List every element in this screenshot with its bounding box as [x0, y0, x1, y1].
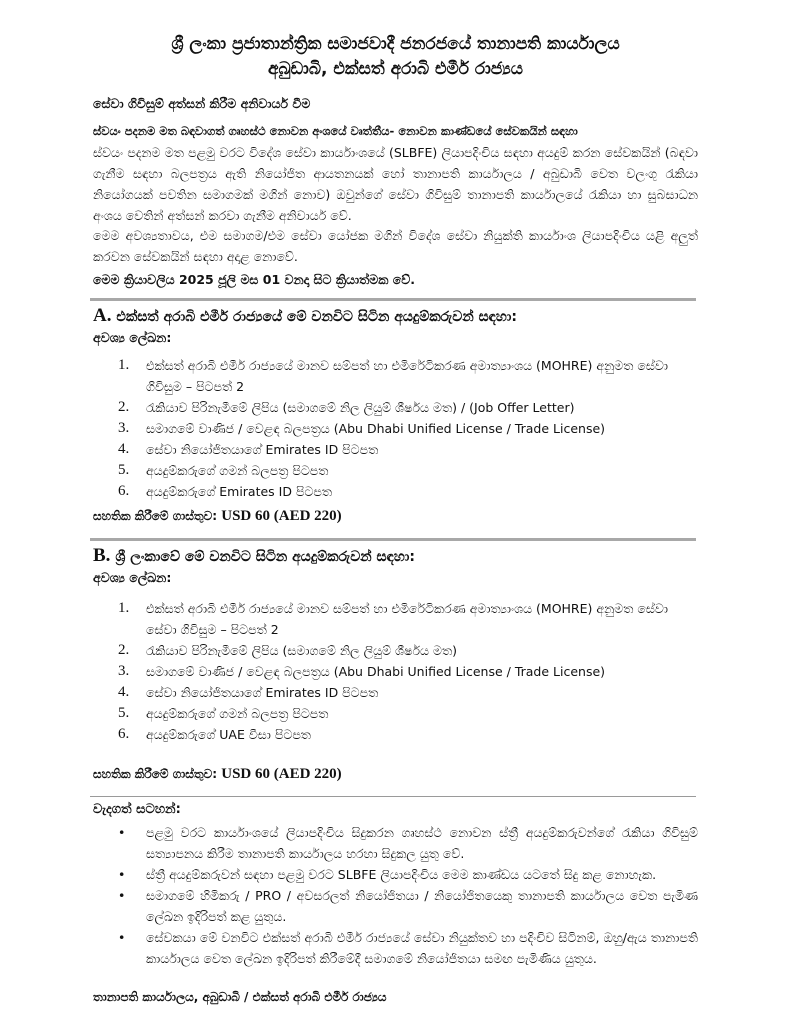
section-divider	[90, 796, 696, 797]
list-item: 6. අයදුම්කරුගේ Emirates ID පිටපත	[118, 483, 333, 499]
notice-heading: සේවා ගිවිසුම් අත්සන් කිරීම අනිවාර්ය වීම	[93, 96, 311, 111]
bullet-icon: •	[118, 888, 126, 903]
notice-paragraph-2: මෙම අවශ්‍යතාවය, එම සමාගම/එම සේවා යෝජක මගින් විදේශ සේවා නියුක්ති කාර්යාංශ ලියාපදිංචිය යළි අලුත් කරවන සේවකයින් සඳහා අදාළ නොවේ.	[93, 228, 698, 264]
document-title-line2: අබුඩාබි, එක්සත් අරාබි එමීර් රාජ්‍යය	[268, 59, 523, 79]
list-item: 2. රැකියාව පිරිනැමීමේ ලිපිය (සමාගමේ නිල ලියුම් ශීර්ෂය මත) / (Job Offer Letter)	[118, 399, 575, 415]
section-a-docs-label: අවශ්‍ය ලේඛන:	[93, 330, 172, 345]
bullet-icon: •	[118, 930, 126, 945]
list-item: 2. රැකියාව පිරිනැමීමේ ලිපිය (සමාගමේ නිල ලියුම් ශීර්ෂය මත)	[118, 642, 457, 658]
fee-amount: USD 60 (AED 220)	[221, 508, 342, 524]
notice-paragraph-1: ස්වයං පදනම මත පළමු වරට විදේශ සේවා කාර්යාංශයේ (SLBFE) ලියාපදිංචිය සඳහා අයදුම් කරන සේවකයින් (බඳවා ගැනීම සඳහා බලපත්‍රය ඇති නියෝජිත ආයතනයක් හෝ තානාපති කාර්යාලය / අබුඩාබි වෙත වලංගු රැකියා නියෝගයක් පවතින සමාගමක් මගින් නොව) ඔවුන්ගේ සේවා ගිවිසුම් තානාපති කාර්යාලයේ රැකියා හා සුබසාධන අංශය වෙතින් අත්සන් කරවා ගැනීම අනිවාර්ය වේ.	[93, 145, 698, 223]
list-item: 6. අයදුම්කරුගේ UAE වීසා පිටපත	[118, 726, 311, 742]
note-item: • සමාගමේ හිමිකරු / PRO / අවසරලත් නියෝජිතයා / නියෝජිතයෙකු තානාපති කාර්යාලය වෙත පැමිණ ලේඛන ඉදිරිපත් කළ යුතුය.	[118, 885, 698, 927]
bullet-icon: •	[118, 825, 126, 840]
notes-heading: වැදගත් සටහන්:	[93, 802, 181, 817]
section-b-title	[93, 545, 415, 567]
note-item: • සේවකයා මේ වනවිට එක්සත් අරාබි එමීර් රාජ්‍යයේ සේවා නියුක්තව හා පදිංචිව සිටිනම්, ඔහු/ඇය තානාපති කාර්යාලය වෙත ලේඛන ඉදිරිපත් කිරීමේදී සමාගමේ නියෝජිතයා සමඟ පැමිණිය යුතුය.	[118, 927, 698, 969]
list-item: 3. සමාගමේ වාණිජ / වෙළඳ බලපත්‍රය (Abu Dhabi Unified License / Trade License)	[118, 420, 606, 436]
section-a-fee	[93, 508, 342, 525]
section-divider	[90, 538, 696, 541]
notes-list	[118, 822, 698, 969]
list-item: 5. අයදුම්කරුගේ ගමන් බලපත්‍ර පිටපත	[118, 705, 329, 721]
document-title-line1: ශ්‍රී ලංකා ප්‍රජාතාන්ත්‍රික සමාජවාදී ජනරජයේ තානාපති කාර්යාලය	[171, 34, 620, 54]
list-item: 4. සේවා නියෝජිතයාගේ Emirates ID පිටපත	[118, 441, 379, 457]
section-a-documents-list	[118, 355, 698, 502]
section-divider	[90, 298, 696, 301]
effective-date: මෙම ක්‍රියාවලිය 2025 ජූලි මස 01 වනදා සිට ක්‍රියාත්මක වේ.	[93, 272, 416, 287]
fee-amount: USD 60 (AED 220)	[221, 766, 342, 782]
list-item: 1. එක්සත් අරාබි එමීර් රාජ්‍යයේ මානව සම්පත් හා එමිරේටිකරණ අමාත්‍යාංශය (MOHRE) අනුමත සේවා සේවා ගිවිසුම – පිටපත් 2	[118, 600, 668, 637]
section-b-heading: ශ්‍රී ලංකාවේ මේ වනවිට සිටින අයදුම්කරුවන් සඳහා:	[115, 549, 415, 565]
fee-label: සහතික කිරීමේ ගාස්තුව:	[93, 767, 218, 781]
list-item: 3. සමාගමේ වාණිජ / වෙළඳ බලපත්‍රය (Abu Dhabi Unified License / Trade License)	[118, 663, 606, 679]
list-item: 1. එක්සත් අරාබි එමීර් රාජ්‍යයේ මානව සම්පත් හා එමිරේටිකරණ අමාත්‍යාංශය (MOHRE) අනුමත සේවා ගිවිසුම – පිටපත් 2	[118, 357, 668, 394]
section-a-title	[93, 305, 517, 327]
footer-signature: තානාපති කාර්යාලය, අබුඩාබි / එක්සත් අරාබි එමීර් රාජ්‍යය	[93, 990, 387, 1004]
section-b-fee	[93, 766, 342, 783]
notice-subheading: ස්වයං පදනම මත බඳවාගත් ගෘහස්ථ නොවන අංශයේ වෘත්තීය- නොවන කාණ්ඩයේ සේවකයින් සඳහා	[93, 124, 578, 138]
note-item: • පළමු වරට කාර්යාංශයේ ලියාපදිංචිය සිදුකරන ගෘහස්ථ නොවන ස්ත්‍රී අයදුම්කරුවන්ගේ රැකියා ගිවිසුම් සත්‍යාපනය කිරීම තානාපති කාර්යාලය හරහා සිදුකල යුතු වේ.	[118, 822, 698, 864]
section-b-letter: B.	[93, 545, 111, 566]
bullet-icon: •	[118, 867, 126, 882]
list-item: 4. සේවා නියෝජිතයාගේ Emirates ID පිටපත	[118, 684, 379, 700]
section-b-docs-label: අවශ්‍ය ලේඛන:	[93, 570, 172, 585]
section-b-documents-list	[118, 598, 698, 745]
section-a-letter: A.	[93, 305, 112, 326]
note-item: • ස්ත්‍රී අයදුම්කරුවන් සඳහා පළමු වරට SLBFE ලියාපදිංචිය මෙම කාණ්ඩය යටතේ සිදු කළ නොහැක.	[118, 864, 698, 885]
list-item: 5. අයදුම්කරුගේ ගමන් බලපත්‍ර පිටපත	[118, 462, 329, 478]
section-a-heading: එක්සත් අරාබි එමීර් රාජ්‍යයේ මේ වනවිට සිටින අයදුම්කරුවන් සඳහා:	[116, 309, 517, 325]
fee-label: සහතික කිරීමේ ගාස්තුව:	[93, 509, 218, 523]
